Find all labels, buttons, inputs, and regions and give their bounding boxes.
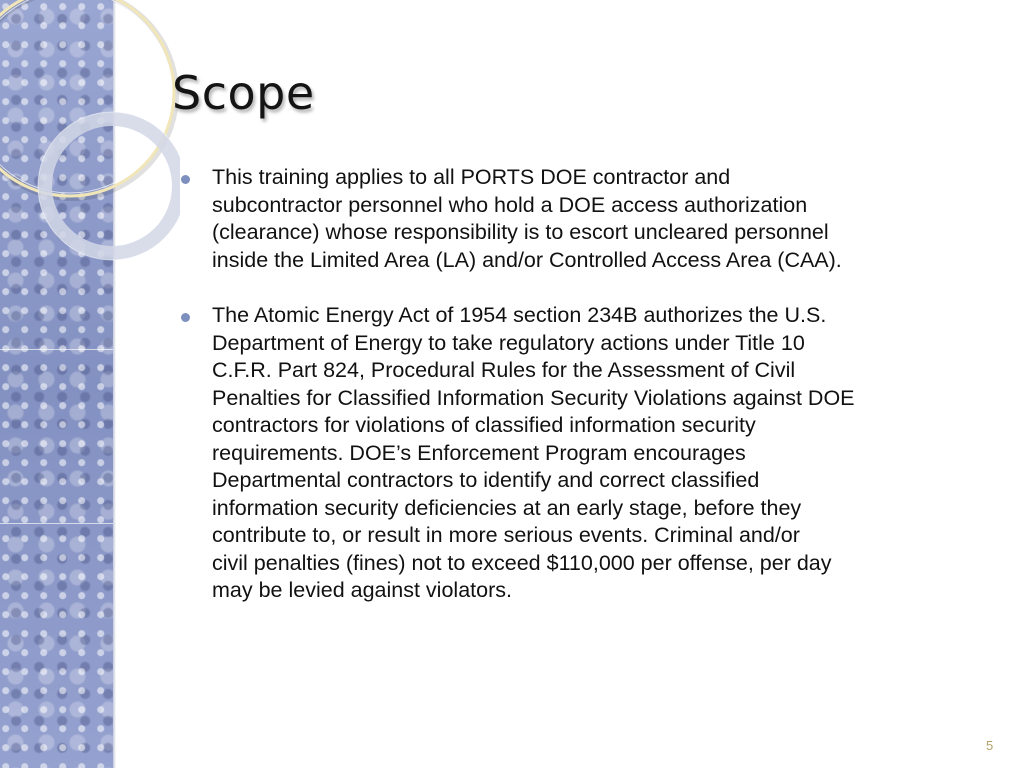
bullet-icon: [181, 313, 190, 322]
bullet-text: The Atomic Energy Act of 1954 section 234B authorizes the U.S. Department of Energy to take regulatory actions under Title 10 C.F.R. Part 824, Procedural Rules for the Assessment of Civil Penalties for Classified Information Security Violations against DOE contractors for violations of classified information security requirements. DOE’s Enforcement Program encourages Departmental contractors to identify and correct classified information security deficiencies at an early stage, before they contribute to, or result in more serious events. Criminal and/or civil penalties (fines) not to exceed $110,000 per offense, per day may be levied against violators.: [212, 303, 855, 602]
strip-seam: [0, 523, 113, 524]
bullet-icon: [181, 175, 190, 184]
page-number: 5: [986, 738, 994, 753]
strip-edge-shadow: [113, 0, 116, 768]
decorative-water-strip: [0, 0, 113, 768]
list-item: [180, 302, 1000, 605]
list-item: [180, 164, 1000, 274]
strip-seam: [0, 349, 113, 350]
slide-title: Scope: [172, 66, 315, 120]
bullet-text: This training applies to all PORTS DOE contractor and subcontractor personnel who hold a DOE access authorization (clearance) whose responsibility is to escort uncleared personnel inside the Limited Area (LA) and/or Controlled Access Area (CAA).: [212, 165, 842, 272]
bullet-list: [180, 164, 1000, 633]
